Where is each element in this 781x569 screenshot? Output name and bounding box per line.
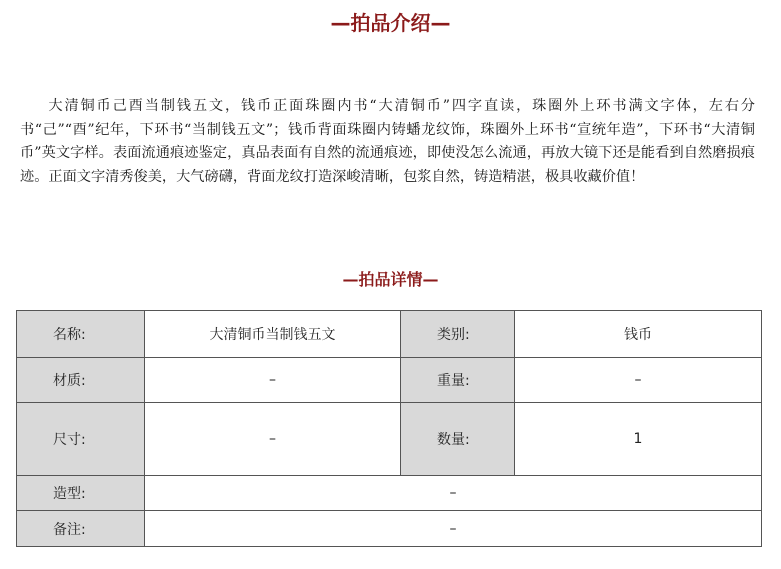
size-label: 尺寸: <box>17 403 145 476</box>
material-value: – <box>145 358 401 403</box>
remarks-label: 备注: <box>17 511 145 547</box>
name-value: 大清铜币当制钱五文 <box>145 311 401 358</box>
category-value: 钱币 <box>515 311 762 358</box>
weight-label: 重量: <box>401 358 515 403</box>
details-table <box>16 310 762 547</box>
size-value: – <box>145 403 401 476</box>
weight-value: – <box>515 358 762 403</box>
table-row <box>17 403 762 476</box>
details-section-title: —拍品详情— <box>342 270 439 289</box>
table-row <box>17 511 762 547</box>
intro-section-title: —拍品介绍— <box>330 11 451 35</box>
intro-description: 大清铜币己酉当制钱五文，钱币正面珠圈内书“大清铜币”四字直读，珠圈外上环书满文字体，左右分书“己”“酉”纪年，下环书“当制钱五文”；钱币背面珠圈内铸蟠龙纹饰，珠圈外上环书“宣统年造”，下环书“大清铜币”英文字样。表面流通痕迹鉴定，真品表面有自然的流通痕迹，即使没怎么流通，再放大镜下还是能看到自然磨损痕迹。正面文字清秀俊美，大气磅礴，背面龙纹打造深峻清晰，包浆自然，铸造精湛，极具收藏价值！ <box>20 98 755 185</box>
material-label: 材质: <box>17 358 145 403</box>
table-row <box>17 358 762 403</box>
quantity-value: 1 <box>515 403 762 476</box>
category-label: 类别: <box>401 311 515 358</box>
table-row <box>17 476 762 511</box>
shape-value: – <box>145 476 762 511</box>
quantity-label: 数量: <box>401 403 515 476</box>
table-row <box>17 311 762 358</box>
name-label: 名称: <box>17 311 145 358</box>
remarks-value: – <box>145 511 762 547</box>
shape-label: 造型: <box>17 476 145 511</box>
